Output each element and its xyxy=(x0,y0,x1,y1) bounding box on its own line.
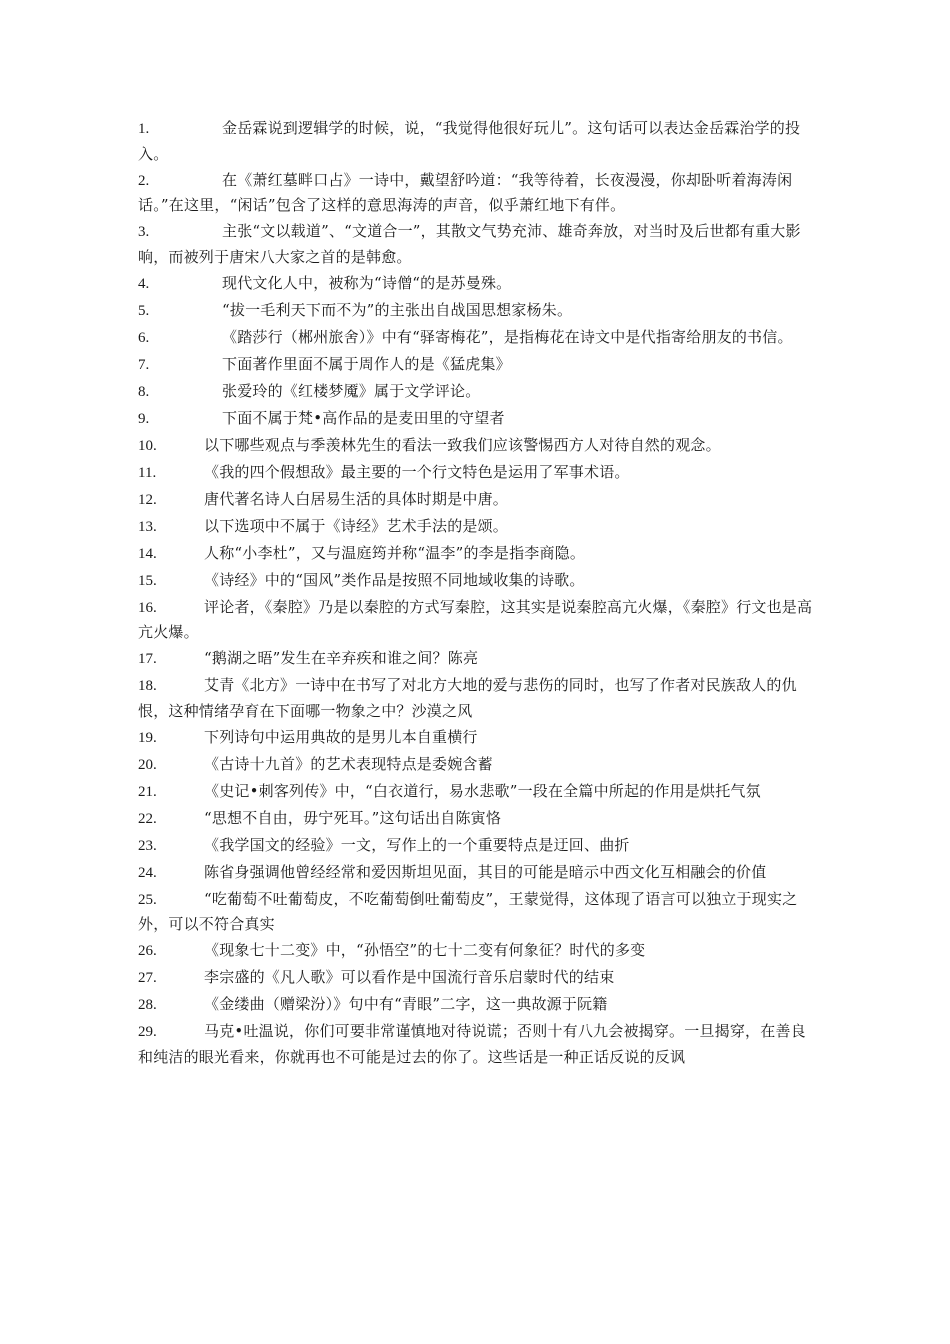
item-text: 下面不属于梵•高作品的是麦田里的守望者 xyxy=(222,408,505,427)
item-text: 《古诗十九首》的艺术表现特点是委婉含蓄 xyxy=(204,754,493,773)
item-text: 以下选项中不属于《诗经》艺术手法的是颂。 xyxy=(204,516,509,535)
item-number: 2. xyxy=(138,172,150,189)
item-number: 8. xyxy=(138,383,150,400)
item-text: 张爱玲的《红楼梦魇》属于文学评论。 xyxy=(222,381,481,400)
list-item xyxy=(138,887,818,937)
item-number: 14. xyxy=(138,545,157,562)
list-item xyxy=(138,379,818,405)
item-number: 24. xyxy=(138,864,157,881)
list-item xyxy=(138,938,818,964)
item-text: 艾青《北方》一诗中在书写了对北方大地的爱与悲伤的同时，也写了作者对民族敌人的仇恨，这种情绪孕育在下面哪一物象之中？沙漠之风 xyxy=(138,676,797,720)
list-item xyxy=(138,433,818,459)
list-item xyxy=(138,168,818,218)
item-text: 《史记•刺客列传》中，“白衣道行，易水悲歌”一段在全篇中所起的作用是烘托气氛 xyxy=(204,781,761,800)
list-item xyxy=(138,487,818,513)
list-item xyxy=(138,860,818,886)
item-number: 4. xyxy=(138,275,150,292)
item-number: 1. xyxy=(138,121,150,137)
item-number: 21. xyxy=(138,783,157,800)
list-item xyxy=(138,298,818,324)
list-item xyxy=(138,406,818,432)
list-item xyxy=(138,806,818,832)
item-text: 下面著作里面不属于周作人的是《猛虎集》 xyxy=(222,354,511,373)
list-item xyxy=(138,568,818,594)
list-item xyxy=(138,965,818,991)
item-number: 6. xyxy=(138,329,150,346)
list-item xyxy=(138,116,818,166)
item-number: 13. xyxy=(138,518,157,535)
list-item xyxy=(138,271,818,297)
list-item xyxy=(138,779,818,805)
item-number: 28. xyxy=(138,997,157,1013)
item-text: 《诗经》中的“国风”类作品是按照不同地域收集的诗歌。 xyxy=(204,570,585,589)
item-text: “拔一毛利天下而不为”的主张出自战国思想家杨朱。 xyxy=(222,300,573,319)
item-text: “思想不自由，毋宁死耳。”这句话出自陈寅恪 xyxy=(204,808,502,827)
item-number: 27. xyxy=(138,970,157,986)
item-number: 26. xyxy=(138,943,157,959)
item-text: 主张“文以载道”、“文道合一”，其散文气势充沛、雄奇奔放，对当时及后世都有重大影响，而被列于唐宋八大家之首的是韩愈。 xyxy=(138,222,801,266)
list-item xyxy=(138,325,818,351)
item-text: 人称“小李杜”，又与温庭筠并称“温李”的李是指李商隐。 xyxy=(204,543,586,562)
item-number: 16. xyxy=(138,599,157,616)
list-item xyxy=(138,460,818,486)
item-text: 《我的四个假想敌》最主要的一个行文特色是运用了军事术语。 xyxy=(204,462,630,481)
item-number: 5. xyxy=(138,302,150,319)
item-text: 下列诗句中运用典故的是男儿本自重横行 xyxy=(204,727,478,746)
item-number: 3. xyxy=(138,224,150,240)
list-item xyxy=(138,673,818,723)
item-number: 22. xyxy=(138,810,157,827)
item-number: 9. xyxy=(138,410,150,427)
item-text: 陈省身强调他曾经经常和爱因斯坦见面，其目的可能是暗示中西文化互相融会的价值 xyxy=(204,862,767,881)
item-text: 《我学国文的经验》一文，写作上的一个重要特点是迂回、曲折 xyxy=(204,835,630,854)
list-item xyxy=(138,514,818,540)
item-number: 18. xyxy=(138,678,157,694)
list-item xyxy=(138,595,818,645)
item-text: 唐代著名诗人白居易生活的具体时期是中唐。 xyxy=(204,489,509,508)
item-text: “吃葡萄不吐葡萄皮，不吃葡萄倒吐葡萄皮”，王蒙觉得，这体现了语言可以独立于现实之外，可以不符合真实 xyxy=(138,889,798,933)
item-text: 李宗盛的《凡人歌》可以看作是中国流行音乐启蒙时代的结束 xyxy=(204,968,615,986)
item-text: “鹅湖之晤”发生在辛弃疾和谁之间？陈亮 xyxy=(204,649,479,667)
list-item xyxy=(138,833,818,859)
item-text: 《金缕曲（赠梁汾）》句中有“青眼”二字，这一典故源于阮籍 xyxy=(204,995,608,1013)
list-item xyxy=(138,219,818,269)
item-text: 《踏莎行（郴州旅舍）》中有“驿寄梅花”，是指梅花在诗文中是代指寄给朋友的书信。 xyxy=(222,327,793,346)
item-number: 17. xyxy=(138,651,157,667)
item-number: 10. xyxy=(138,437,157,454)
item-number: 11. xyxy=(138,464,157,481)
item-number: 12. xyxy=(138,491,157,508)
item-text: 马克•吐温说，你们可要非常谨慎地对待说谎；否则十有八九会被揭穿。一旦揭穿，在善良和纯洁的眼光看来，你就再也不可能是过去的你了。这些话是一种正话反说的反讽 xyxy=(138,1022,806,1066)
item-text: 《现象七十二变》中，“孙悟空”的七十二变有何象征？时代的多变 xyxy=(204,941,646,959)
list-item xyxy=(138,992,818,1018)
list-item xyxy=(138,752,818,778)
item-text: 现代文化人中，被称为“诗僧“的是苏曼殊。 xyxy=(222,273,512,292)
item-number: 20. xyxy=(138,756,157,773)
item-text: 评论者，《秦腔》乃是以秦腔的方式写秦腔，这其实是说秦腔高亢火爆，《秦腔》行文也是高亢火爆。 xyxy=(138,597,813,641)
list-item xyxy=(138,646,818,672)
list-item xyxy=(138,352,818,378)
item-text: 在《萧红墓畔口占》一诗中，戴望舒吟道：“我等待着，长夜漫漫，你却卧听着海涛闲话。”在这里，“闲话”包含了这样的意思海涛的声音，似乎萧红地下有伴。 xyxy=(138,170,793,214)
item-number: 15. xyxy=(138,572,157,589)
item-text: 金岳霖说到逻辑学的时候，说，“我觉得他很好玩儿”。这句话可以表达金岳霖治学的投入。 xyxy=(138,119,801,163)
item-number: 23. xyxy=(138,837,157,854)
item-number: 19. xyxy=(138,729,157,746)
list-item xyxy=(138,541,818,567)
list-item xyxy=(138,1019,818,1069)
item-number: 29. xyxy=(138,1024,157,1040)
item-number: 7. xyxy=(138,356,150,373)
question-list xyxy=(138,116,818,1071)
item-number: 25. xyxy=(138,891,157,908)
item-text: 以下哪些观点与季羡林先生的看法一致我们应该警惕西方人对待自然的观念。 xyxy=(204,435,721,454)
list-item xyxy=(138,725,818,751)
